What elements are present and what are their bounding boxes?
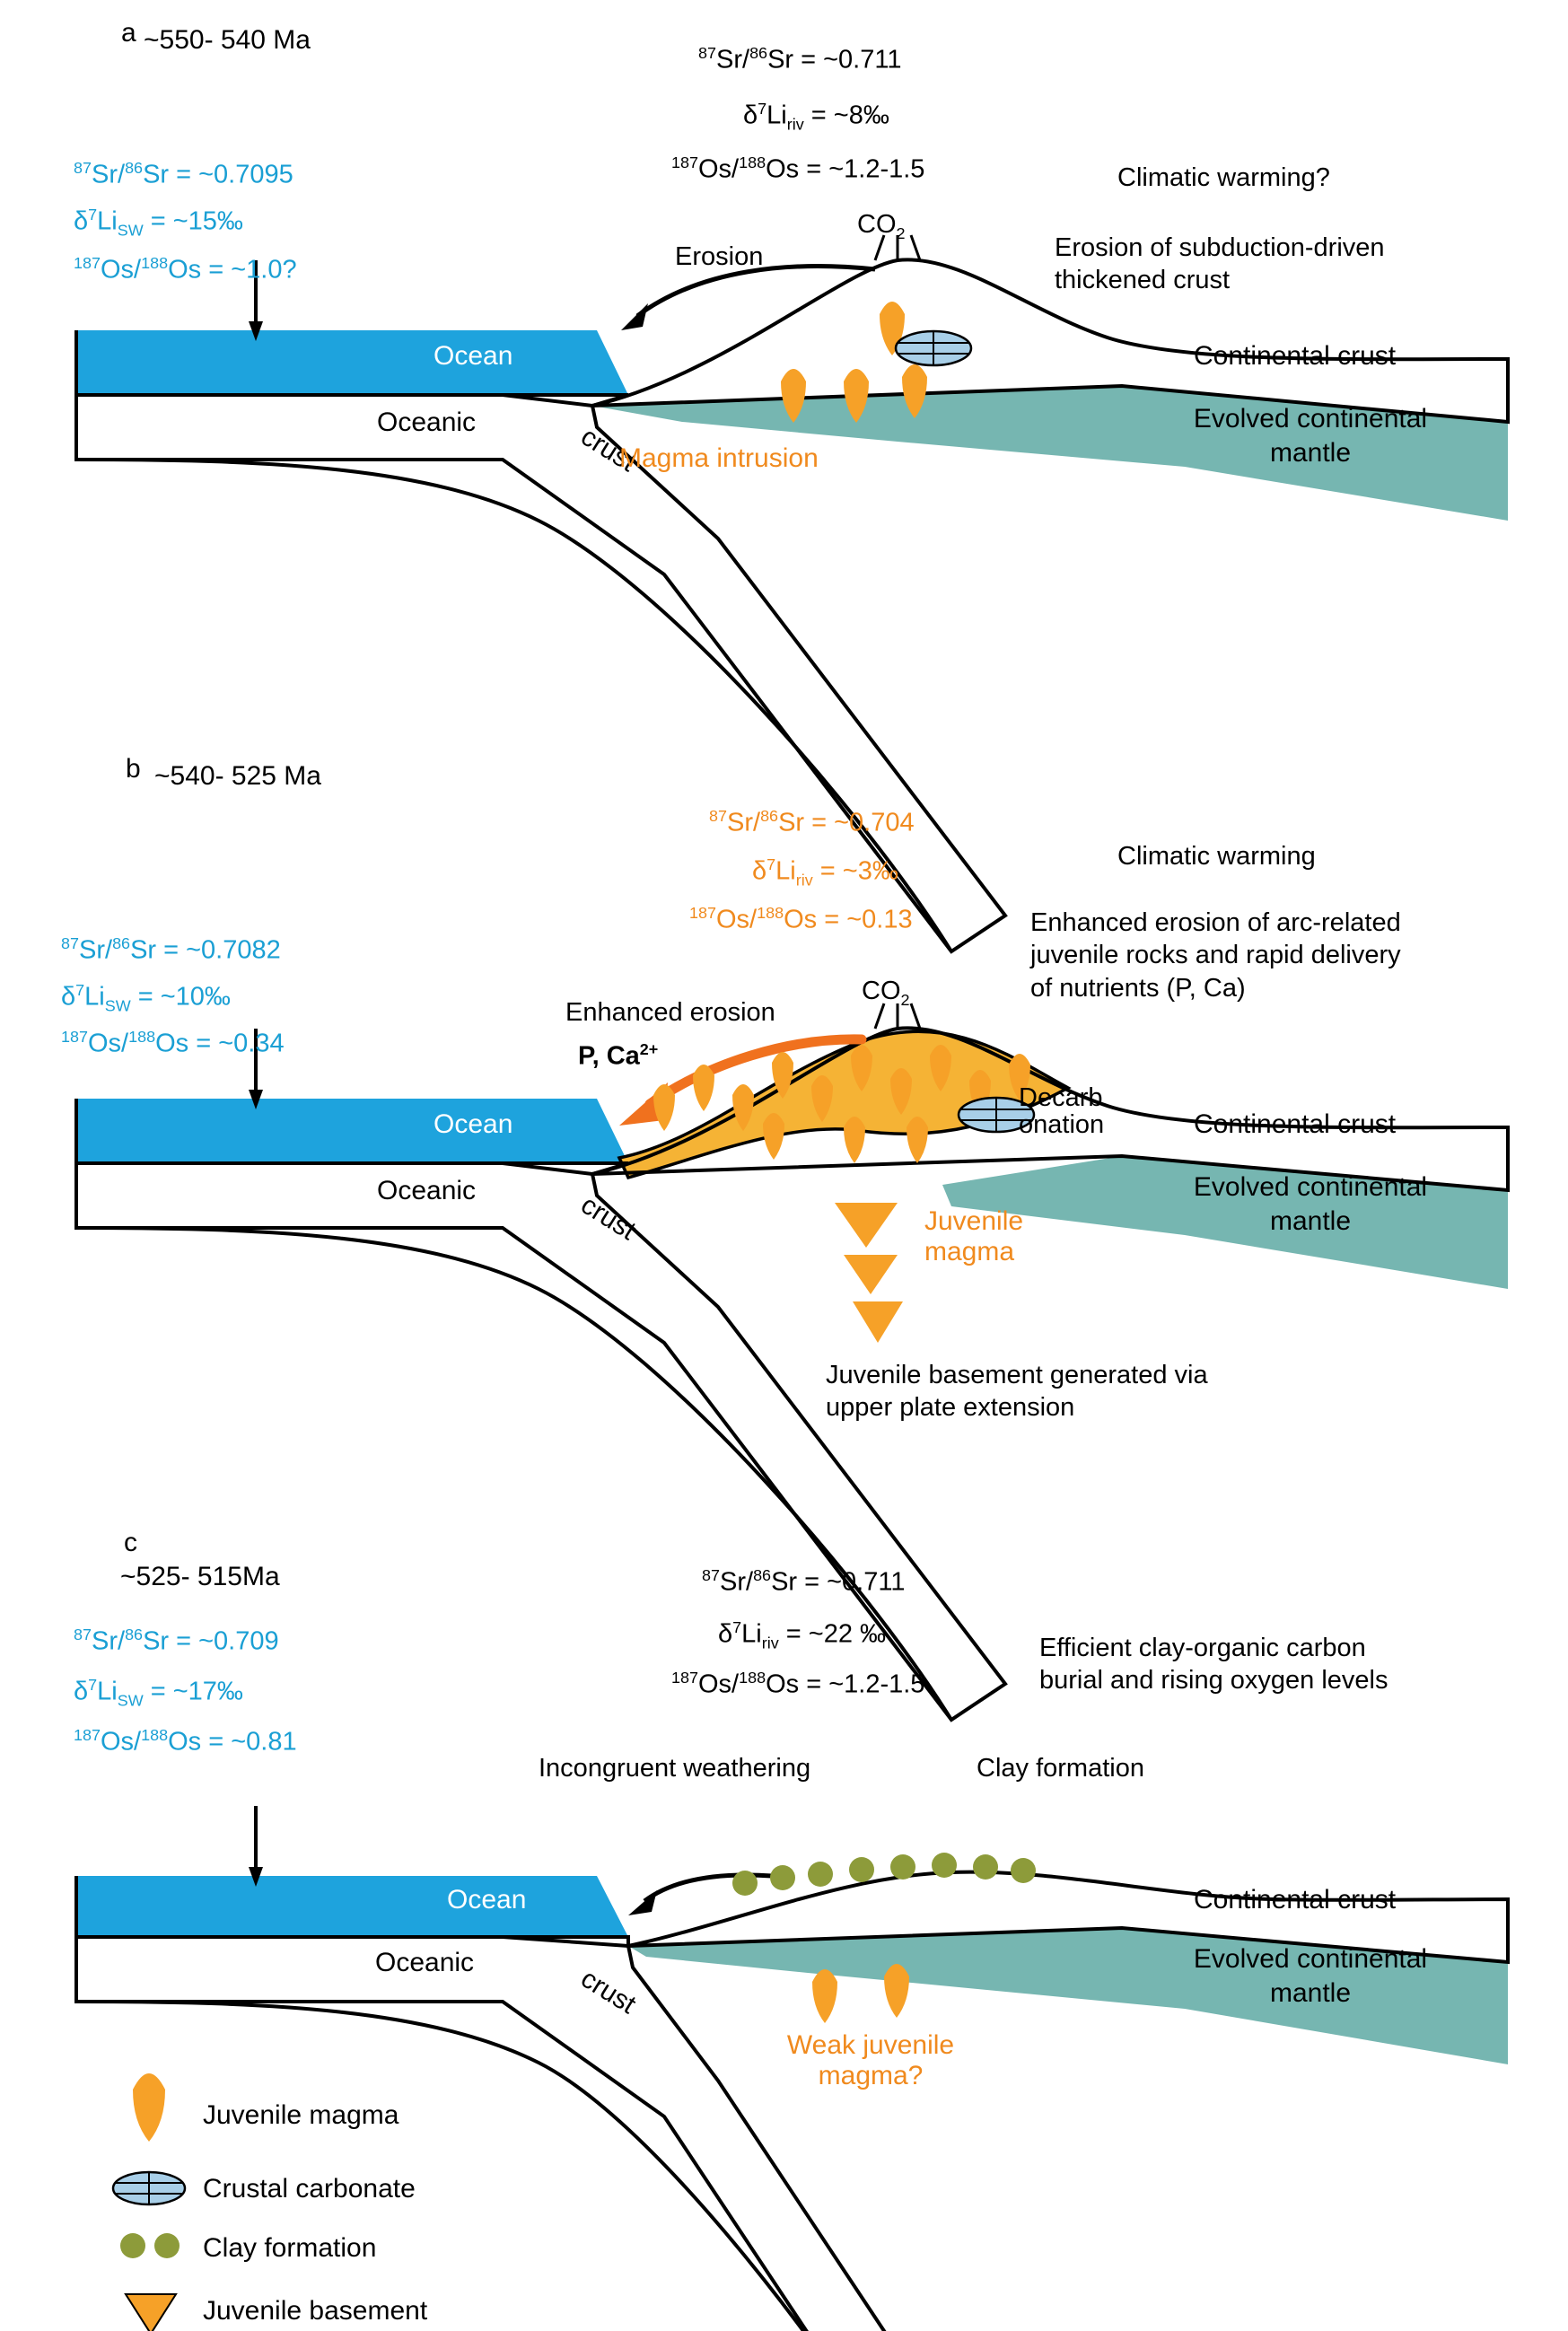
ocean-water-a <box>76 330 628 395</box>
juvenile-magma-cones-b <box>835 1203 903 1343</box>
panel-b-river-sr: $^{87}$Sr/$^{86}$Sr = ~0.704 <box>709 807 915 837</box>
panel-b-juvenile-basement-note: Juvenile basement generated via upper plate extension <box>826 1361 1208 1423</box>
panel-a-ocean-label: Ocean <box>434 341 513 371</box>
legend-item-3-label: Juvenile basement <box>203 2296 428 2326</box>
panel-b-letter: b <box>126 754 141 784</box>
legend-item-0-label: Juvenile magma <box>203 2100 399 2130</box>
panel-a <box>0 0 1568 736</box>
panel-a-evolved-mantle-label: Evolved continental mantle <box>1193 404 1428 468</box>
ocean-water-c <box>76 1876 628 1937</box>
co2-vent-line-a3 <box>911 235 920 260</box>
panel-a-erosion-note: Erosion of subduction-driven thickened crust <box>1055 233 1385 295</box>
panel-c-incongruent-label: Incongruent weathering <box>539 1754 811 1783</box>
panel-b-sw-os: $^{187}$Os/$^{188}$Os = ~0.34 <box>61 1028 285 1058</box>
panel-b-sw-li: $\delta^7Li_{SW}$ = ~10‰ <box>61 981 231 1015</box>
erosion-arrow-head-a <box>621 303 648 330</box>
legend-carbonate-icon <box>113 2172 185 2204</box>
panel-a-erosion-label: Erosion <box>675 242 764 271</box>
panel-a-river-sr: $^{87}$Sr/$^{86}$Sr = ~0.711 <box>698 44 902 74</box>
panel-c-sw-os: $^{187}$Os/$^{188}$Os = ~0.81 <box>74 1726 297 1757</box>
panel-c-age: ~525- 515Ma <box>120 1562 280 1591</box>
panel-b-juvenile-magma-label: Juvenile magma <box>924 1206 1024 1266</box>
panel-c-sw-li: $\delta^7Li_{SW}$ = ~17‰ <box>74 1676 243 1710</box>
panel-b-river-os: $^{187}$Os/$^{188}$Os = ~0.13 <box>689 904 913 934</box>
panel-b <box>0 736 1568 1517</box>
legend-magma-icon <box>133 2073 165 2142</box>
panel-c-evolved-mantle-label: Evolved continental mantle <box>1193 1944 1428 2008</box>
panel-a-sw-li: $\delta^7Li_{SW}$ = ~15‰ <box>74 206 243 240</box>
panel-a-oceanic-label: Oceanic <box>377 407 477 437</box>
panel-a-co2-label: $CO_2$ <box>857 210 906 242</box>
panel-c <box>0 1517 1568 2331</box>
panel-b-river-li: $\delta^7Li_{riv}$ = ~3‰ <box>752 855 898 889</box>
panel-a-magma-intrusion-label: Magma intrusion <box>619 443 819 473</box>
panel-a-continental-crust-label: Continental crust <box>1194 341 1397 371</box>
panel-c-river-sr: $^{87}$Sr/$^{86}$Sr = ~0.711 <box>702 1566 906 1597</box>
panel-b-nutrient-label: P, $Ca^{2+}$ <box>578 1040 659 1071</box>
panel-b-sw-sr: $^{87}$Sr/$^{86}$Sr = ~0.7082 <box>61 934 281 965</box>
panel-c-sw-sr: $^{87}$Sr/$^{86}$Sr = ~0.709 <box>74 1626 279 1656</box>
panel-b-crust-label: crust <box>575 1189 642 1247</box>
slab-c <box>76 1937 628 1946</box>
panel-a-sw-os: $^{187}$Os/$^{188}$Os = ~1.0? <box>74 254 297 285</box>
slab-b <box>76 1163 592 1174</box>
panel-c-letter: c <box>124 1528 137 1557</box>
panel-b-continental-crust-label: Continental crust <box>1194 1109 1397 1139</box>
panel-a-letter: a <box>121 18 136 48</box>
panel-b-age: ~540- 525 Ma <box>154 761 321 791</box>
panel-c-river-os: $^{187}$Os/$^{188}$Os = ~1.2-1.5 <box>671 1669 925 1699</box>
panel-b-decarbonation-label: Decarb onation <box>1019 1083 1105 1140</box>
erosion-arrow-a <box>637 267 875 316</box>
panel-b-evolved-mantle-label: Evolved continental mantle <box>1193 1172 1428 1236</box>
panel-c-clay-burial-note: Efficient clay-organic carbon burial and rising oxygen levels <box>1039 1634 1388 1696</box>
legend-basement-icon <box>126 2294 176 2331</box>
slab-a <box>76 395 592 406</box>
crustal-carbonate-a <box>896 331 971 365</box>
clay-dots-c <box>732 1853 1036 1896</box>
panel-b-co2-label: $CO_2$ <box>862 977 910 1009</box>
panel-a-river-li: $\delta^7Li_{riv}$ = ~8‰ <box>743 100 889 134</box>
panel-a-river-os: $^{187}$Os/$^{188}$Os = ~1.2-1.5 <box>671 153 925 184</box>
panel-a-crust-label: crust <box>575 421 642 478</box>
panel-b-oceanic-label: Oceanic <box>377 1176 477 1205</box>
panel-b-climatic-warming: Climatic warming <box>1117 842 1316 871</box>
panel-a-climatic-warming: Climatic warming? <box>1117 163 1330 192</box>
panel-c-clay-formation-label: Clay formation <box>977 1754 1144 1783</box>
panel-c-weak-magma-label: Weak juvenile magma? <box>786 2030 955 2091</box>
panel-c-continental-crust-label: Continental crust <box>1194 1885 1397 1915</box>
panel-a-age: ~550- 540 Ma <box>144 25 311 55</box>
legend-item-1-label: Crustal carbonate <box>203 2174 416 2204</box>
panel-b-enhanced-erosion-note: Enhanced erosion of arc-related juvenile rocks and rapid delivery of nutrients (P, Ca) <box>1030 908 1401 1003</box>
panel-c-crust-label: crust <box>575 1963 642 2020</box>
panel-c-river-li: $\delta^7Li_{riv}$ = ~22 ‰ <box>718 1618 887 1652</box>
panel-c-ocean-label: Ocean <box>447 1885 527 1915</box>
panel-b-enhanced-erosion-label: Enhanced erosion <box>565 998 775 1027</box>
co2-vent-line-b3 <box>911 1003 920 1029</box>
legend-clay-icon <box>120 2233 180 2258</box>
panel-a-sw-sr: $^{87}$Sr/$^{86}$Sr = ~0.7095 <box>74 159 293 189</box>
ocean-water-b <box>76 1099 628 1163</box>
legend-item-2-label: Clay formation <box>203 2233 377 2263</box>
panel-b-ocean-label: Ocean <box>434 1109 513 1139</box>
panel-c-oceanic-label: Oceanic <box>375 1948 475 1977</box>
